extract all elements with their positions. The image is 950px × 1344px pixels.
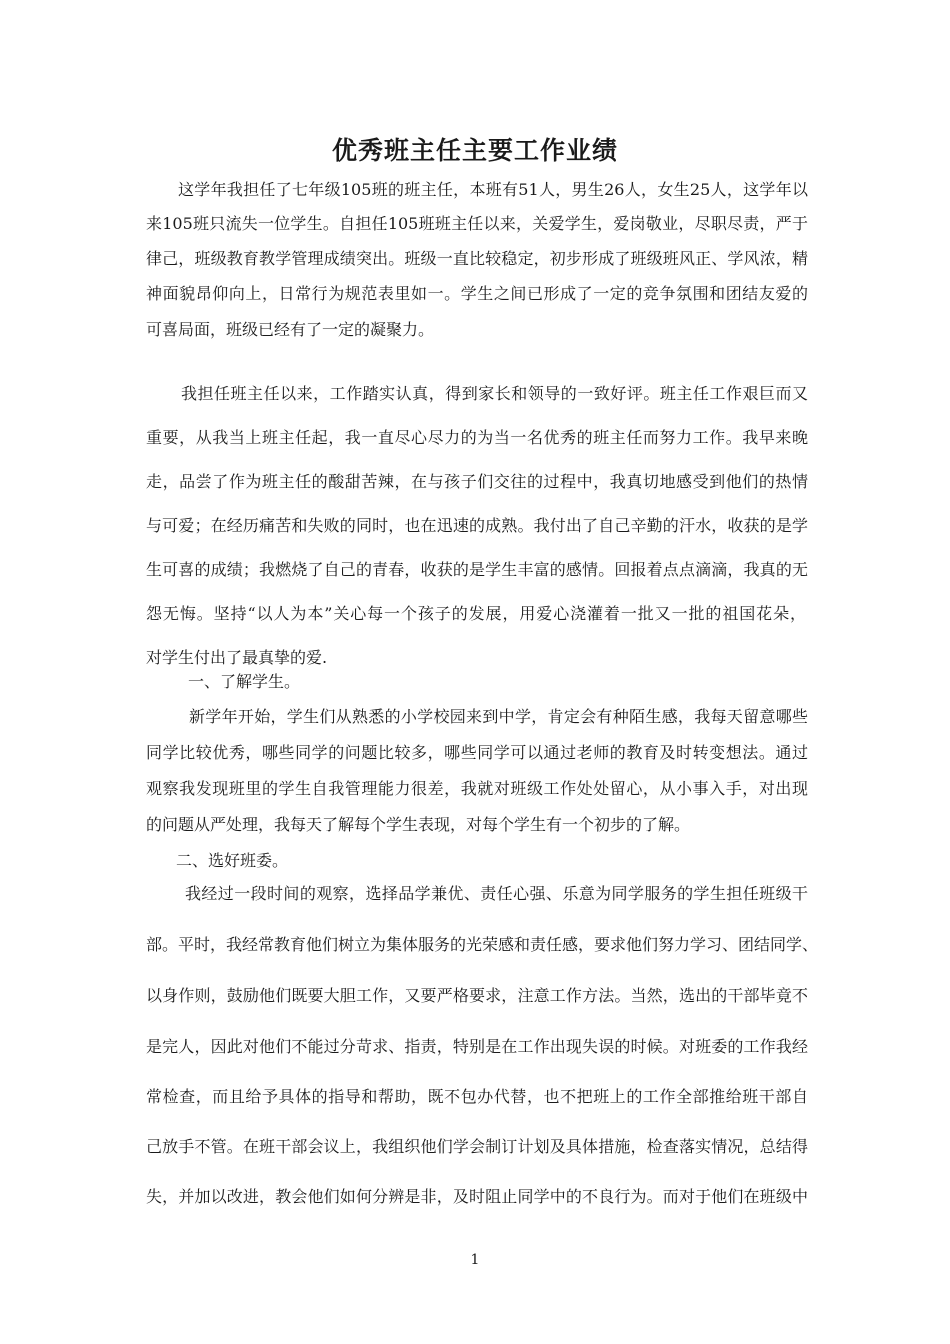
section-heading: 二、选好班委。: [176, 851, 289, 870]
paragraph-line: 己放手不管。在班干部会议上，我组织他们学会制订计划及具体措施，检查落实情况，总结得: [146, 1137, 808, 1156]
paragraph-line: 观察我发现班里的学生自我管理能力很差，我就对班级工作处处留心，从小事入手，对出现: [146, 779, 808, 798]
document-title: 优秀班主任主要工作业绩: [331, 136, 618, 165]
paragraph-line: 对学生付出了最真挚的爱.: [146, 648, 328, 667]
paragraph-line: 部。平时，我经常教育他们树立为集体服务的光荣感和责任感，要求他们努力学习、团结同学、: [146, 935, 819, 954]
paragraph-line: 律己，班级教育教学管理成绩突出。班级一直比较稳定，初步形成了班级班风正、学风浓，精: [146, 249, 808, 268]
paragraph-line: 来105班只流失一位学生。自担任105班班主任以来，关爱学生，爱岗敬业，尽职尽责，严于: [146, 214, 808, 233]
paragraph-line: 我担任班主任以来，工作踏实认真，得到家长和领导的一致好评。班主任工作艰巨而又: [181, 384, 808, 403]
paragraph-line: 是完人，因此对他们不能过分苛求、指责，特别是在工作出现失误的时候。对班委的工作我经: [146, 1037, 808, 1056]
paragraph-line: 失，并加以改进，教会他们如何分辨是非，及时阻止同学中的不良行为。而对于他们在班级中: [146, 1187, 808, 1206]
paragraph-line: 重要，从我当上班主任起，我一直尽心尽力的为当一名优秀的班主任而努力工作。我早来晚: [146, 428, 808, 447]
paragraph-line: 与可爱；在经历痛苦和失败的同时，也在迅速的成熟。我付出了自己辛勤的汗水，收获的是学: [146, 516, 808, 535]
section-heading: 一、了解学生。: [188, 672, 301, 691]
paragraph-line: 这学年我担任了七年级105班的班主任，本班有51人，男生26人，女生25人，这学年以: [178, 180, 808, 199]
paragraph-line: 以身作则，鼓励他们既要大胆工作，又要严格要求，注意工作方法。当然，选出的干部毕竟不: [146, 986, 808, 1005]
paragraph-line: 可喜局面，班级已经有了一定的凝聚力。: [146, 320, 435, 339]
paragraph-line: 的问题从严处理，我每天了解每个学生表现，对每个学生有一个初步的了解。: [146, 815, 691, 834]
paragraph-line: 同学比较优秀，哪些同学的问题比较多，哪些同学可以通过老师的教育及时转变想法。通过: [146, 743, 808, 762]
paragraph-line: 新学年开始，学生们从熟悉的小学校园来到中学，肯定会有种陌生感，我每天留意哪些: [189, 707, 808, 726]
page-number: 1: [470, 1252, 480, 1268]
paragraph-line: 走，品尝了作为班主任的酸甜苦辣，在与孩子们交往的过程中，我真切地感受到他们的热情: [146, 472, 808, 491]
paragraph-line: 我经过一段时间的观察，选择品学兼优、责任心强、乐意为同学服务的学生担任班级干: [185, 884, 808, 903]
paragraph-line: 神面貌昂仰向上，日常行为规范表里如一。学生之间已形成了一定的竞争氛围和团结友爱的: [146, 284, 808, 303]
paragraph-line: 怨无悔。坚持“以人为本”关心每一个孩子的发展，用爱心浇灌着一批又一批的祖国花朵，: [146, 604, 806, 623]
paragraph-line: 常检查，而且给予具体的指导和帮助，既不包办代替，也不把班上的工作全部推给班干部自: [146, 1087, 808, 1106]
paragraph-line: 生可喜的成绩；我燃烧了自己的青春，收获的是学生丰富的感情。回报着点点滴滴，我真的无: [146, 560, 808, 579]
